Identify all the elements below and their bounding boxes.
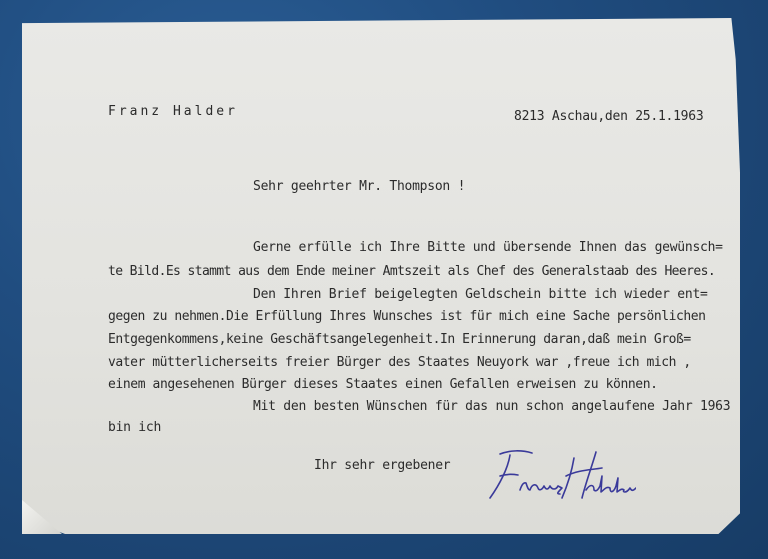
- body-line-6: vater mütterlicherseits freier Bürger des Staates Neuyork war ,freue ich mich ,: [108, 355, 691, 370]
- body-line-1: Gerne erfülle ich Ihre Bitte und übersende Ihnen das gewünsch=: [253, 240, 723, 255]
- body-line-2: te Bild.Es stammt aus dem Ende meiner Amtszeit als Chef des Generalstaab des Heeres.: [108, 264, 716, 279]
- body-line-8: Mit den besten Wünschen für das nun schon angelaufene Jahr 1963: [253, 399, 731, 414]
- body-line-4: gegen zu nehmen.Die Erfüllung Ihres Wunsches ist für mich eine Sache persönlichen: [108, 309, 706, 324]
- handwritten-signature: [486, 446, 636, 508]
- sender-name: Franz Halder: [108, 104, 238, 119]
- location-date: 8213 Aschau,den 25.1.1963: [514, 109, 704, 124]
- salutation: Sehr geehrter Mr. Thompson !: [253, 179, 466, 194]
- body-line-9: bin ich: [108, 420, 162, 435]
- body-line-5: Entgegenkommens,keine Geschäftsangelegenheit.In Erinnerung daran,daß mein Groß=: [108, 332, 691, 347]
- closing-phrase: Ihr sehr ergebener: [314, 458, 451, 473]
- body-line-7: einem angesehenen Bürger dieses Staates einen Gefallen erweisen zu können.: [108, 377, 658, 392]
- body-line-3: Den Ihren Brief beigelegten Geldschein bitte ich wieder ent=: [253, 287, 708, 302]
